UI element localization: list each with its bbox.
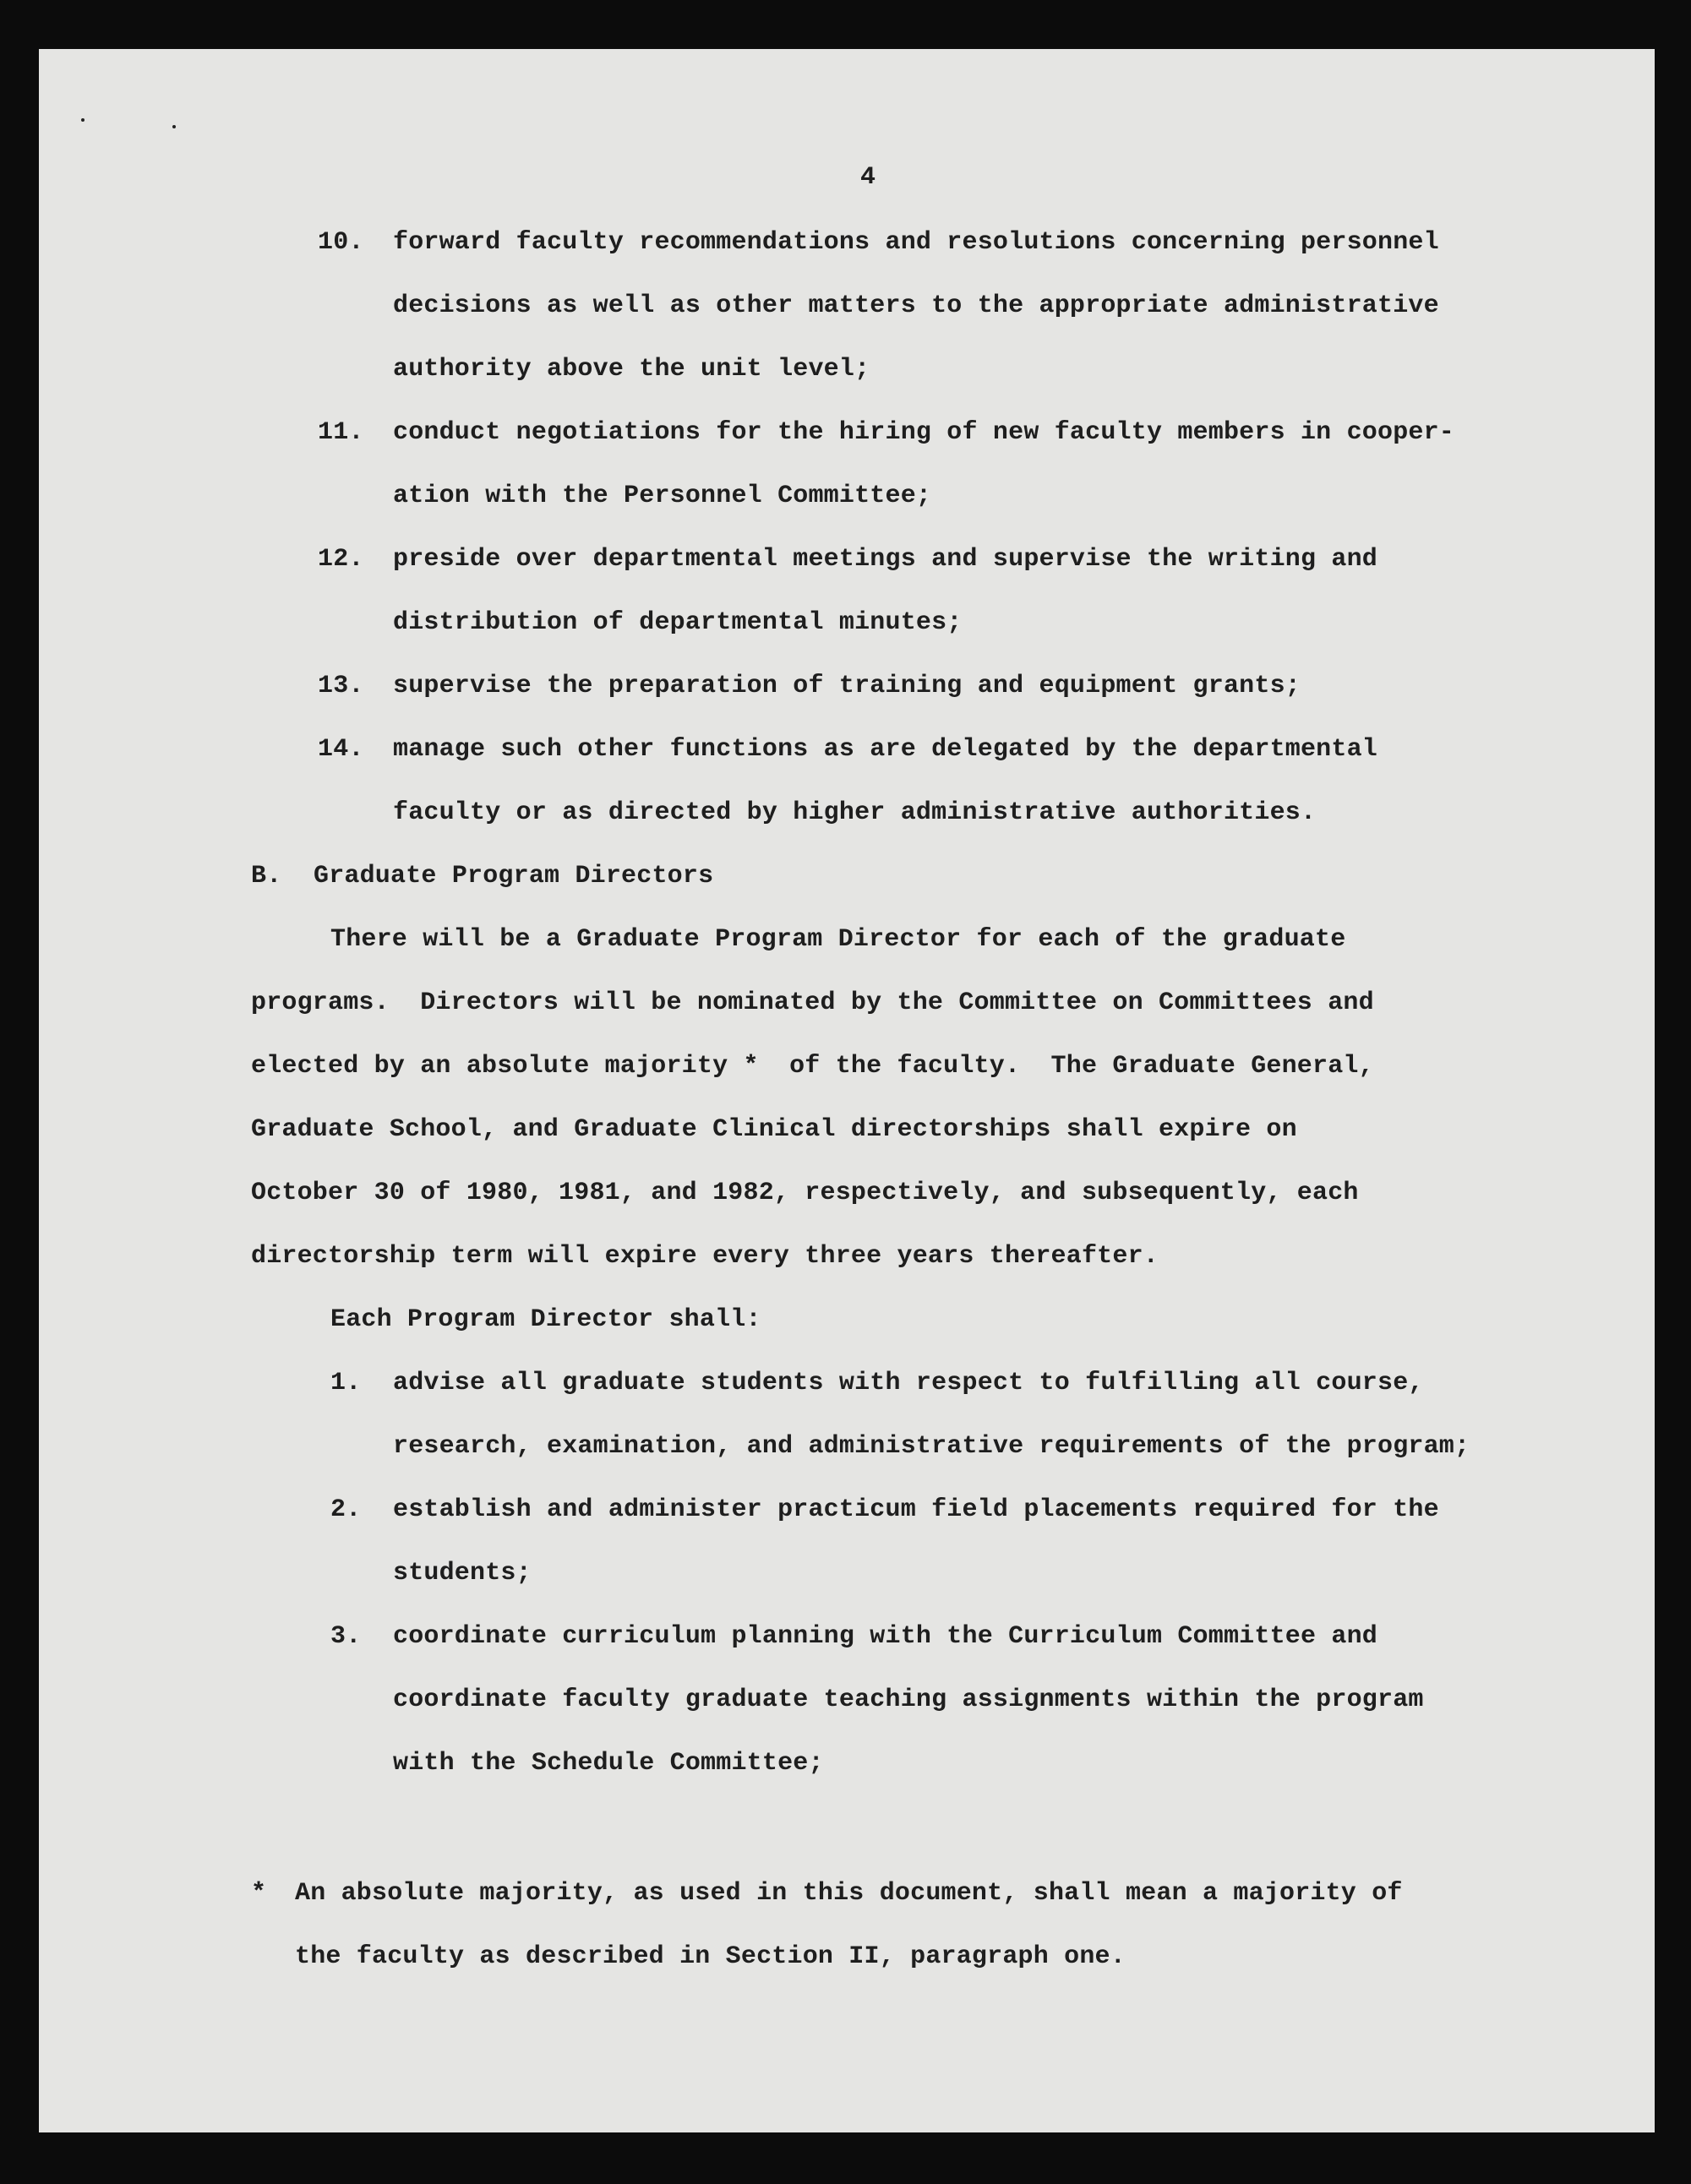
item-text: research, examination, and administrative requirements of the program;: [393, 1432, 1470, 1461]
item-text: supervise the preparation of training and equipment grants;: [393, 672, 1301, 700]
item-number: 3.: [330, 1622, 362, 1651]
item-number: 11.: [318, 418, 364, 447]
section-letter: B.: [251, 862, 282, 890]
item-text: establish and administer practicum field placements required for the: [393, 1495, 1439, 1524]
item-number: 2.: [330, 1495, 362, 1524]
page-number: 4: [860, 163, 876, 192]
item-text: authority above the unit level;: [393, 355, 870, 384]
item-text: with the Schedule Committee;: [393, 1749, 824, 1778]
item-text: conduct negotiations for the hiring of new faculty members in cooper-: [393, 418, 1455, 447]
scan-speck: [81, 118, 85, 122]
item-text: coordinate faculty graduate teaching assignments within the program: [393, 1686, 1424, 1714]
item-number: 10.: [318, 228, 364, 257]
item-text: preside over departmental meetings and supervise the writing and: [393, 545, 1377, 574]
paragraph-line: There will be a Graduate Program Director for each of the graduate: [330, 925, 1346, 954]
footnote-text: An absolute majority, as used in this document, shall mean a majority of: [295, 1879, 1403, 1908]
director-intro: Each Program Director shall:: [330, 1305, 761, 1334]
item-text: faculty or as directed by higher administrative authorities.: [393, 798, 1317, 827]
item-text: advise all graduate students with respect to fulfilling all course,: [393, 1369, 1424, 1397]
section-heading: Graduate Program Directors: [314, 862, 714, 890]
item-text: coordinate curriculum planning with the Curriculum Committee and: [393, 1622, 1377, 1651]
item-text: forward faculty recommendations and resolutions concerning personnel: [393, 228, 1439, 257]
scan-speck: [172, 125, 176, 128]
paragraph-line: elected by an absolute majority * of the faculty. The Graduate General,: [251, 1052, 1374, 1081]
item-number: 1.: [330, 1369, 362, 1397]
paragraph-line: programs. Directors will be nominated by the Committee on Committees and: [251, 989, 1374, 1017]
item-text: distribution of departmental minutes;: [393, 608, 963, 637]
paragraph-line: October 30 of 1980, 1981, and 1982, respectively, and subsequently, each: [251, 1179, 1359, 1207]
item-number: 12.: [318, 545, 364, 574]
item-text: ation with the Personnel Committee;: [393, 482, 932, 510]
paragraph-line: Graduate School, and Graduate Clinical directorships shall expire on: [251, 1115, 1297, 1144]
document-page: [39, 49, 1655, 2132]
item-text: students;: [393, 1559, 532, 1588]
footnote-symbol: *: [251, 1879, 267, 1908]
paragraph-line: directorship term will expire every three years thereafter.: [251, 1242, 1159, 1271]
item-number: 13.: [318, 672, 364, 700]
footnote-text: the faculty as described in Section II, paragraph one.: [295, 1942, 1126, 1971]
item-number: 14.: [318, 735, 364, 764]
item-text: decisions as well as other matters to the appropriate administrative: [393, 291, 1439, 320]
item-text: manage such other functions as are delegated by the departmental: [393, 735, 1377, 764]
